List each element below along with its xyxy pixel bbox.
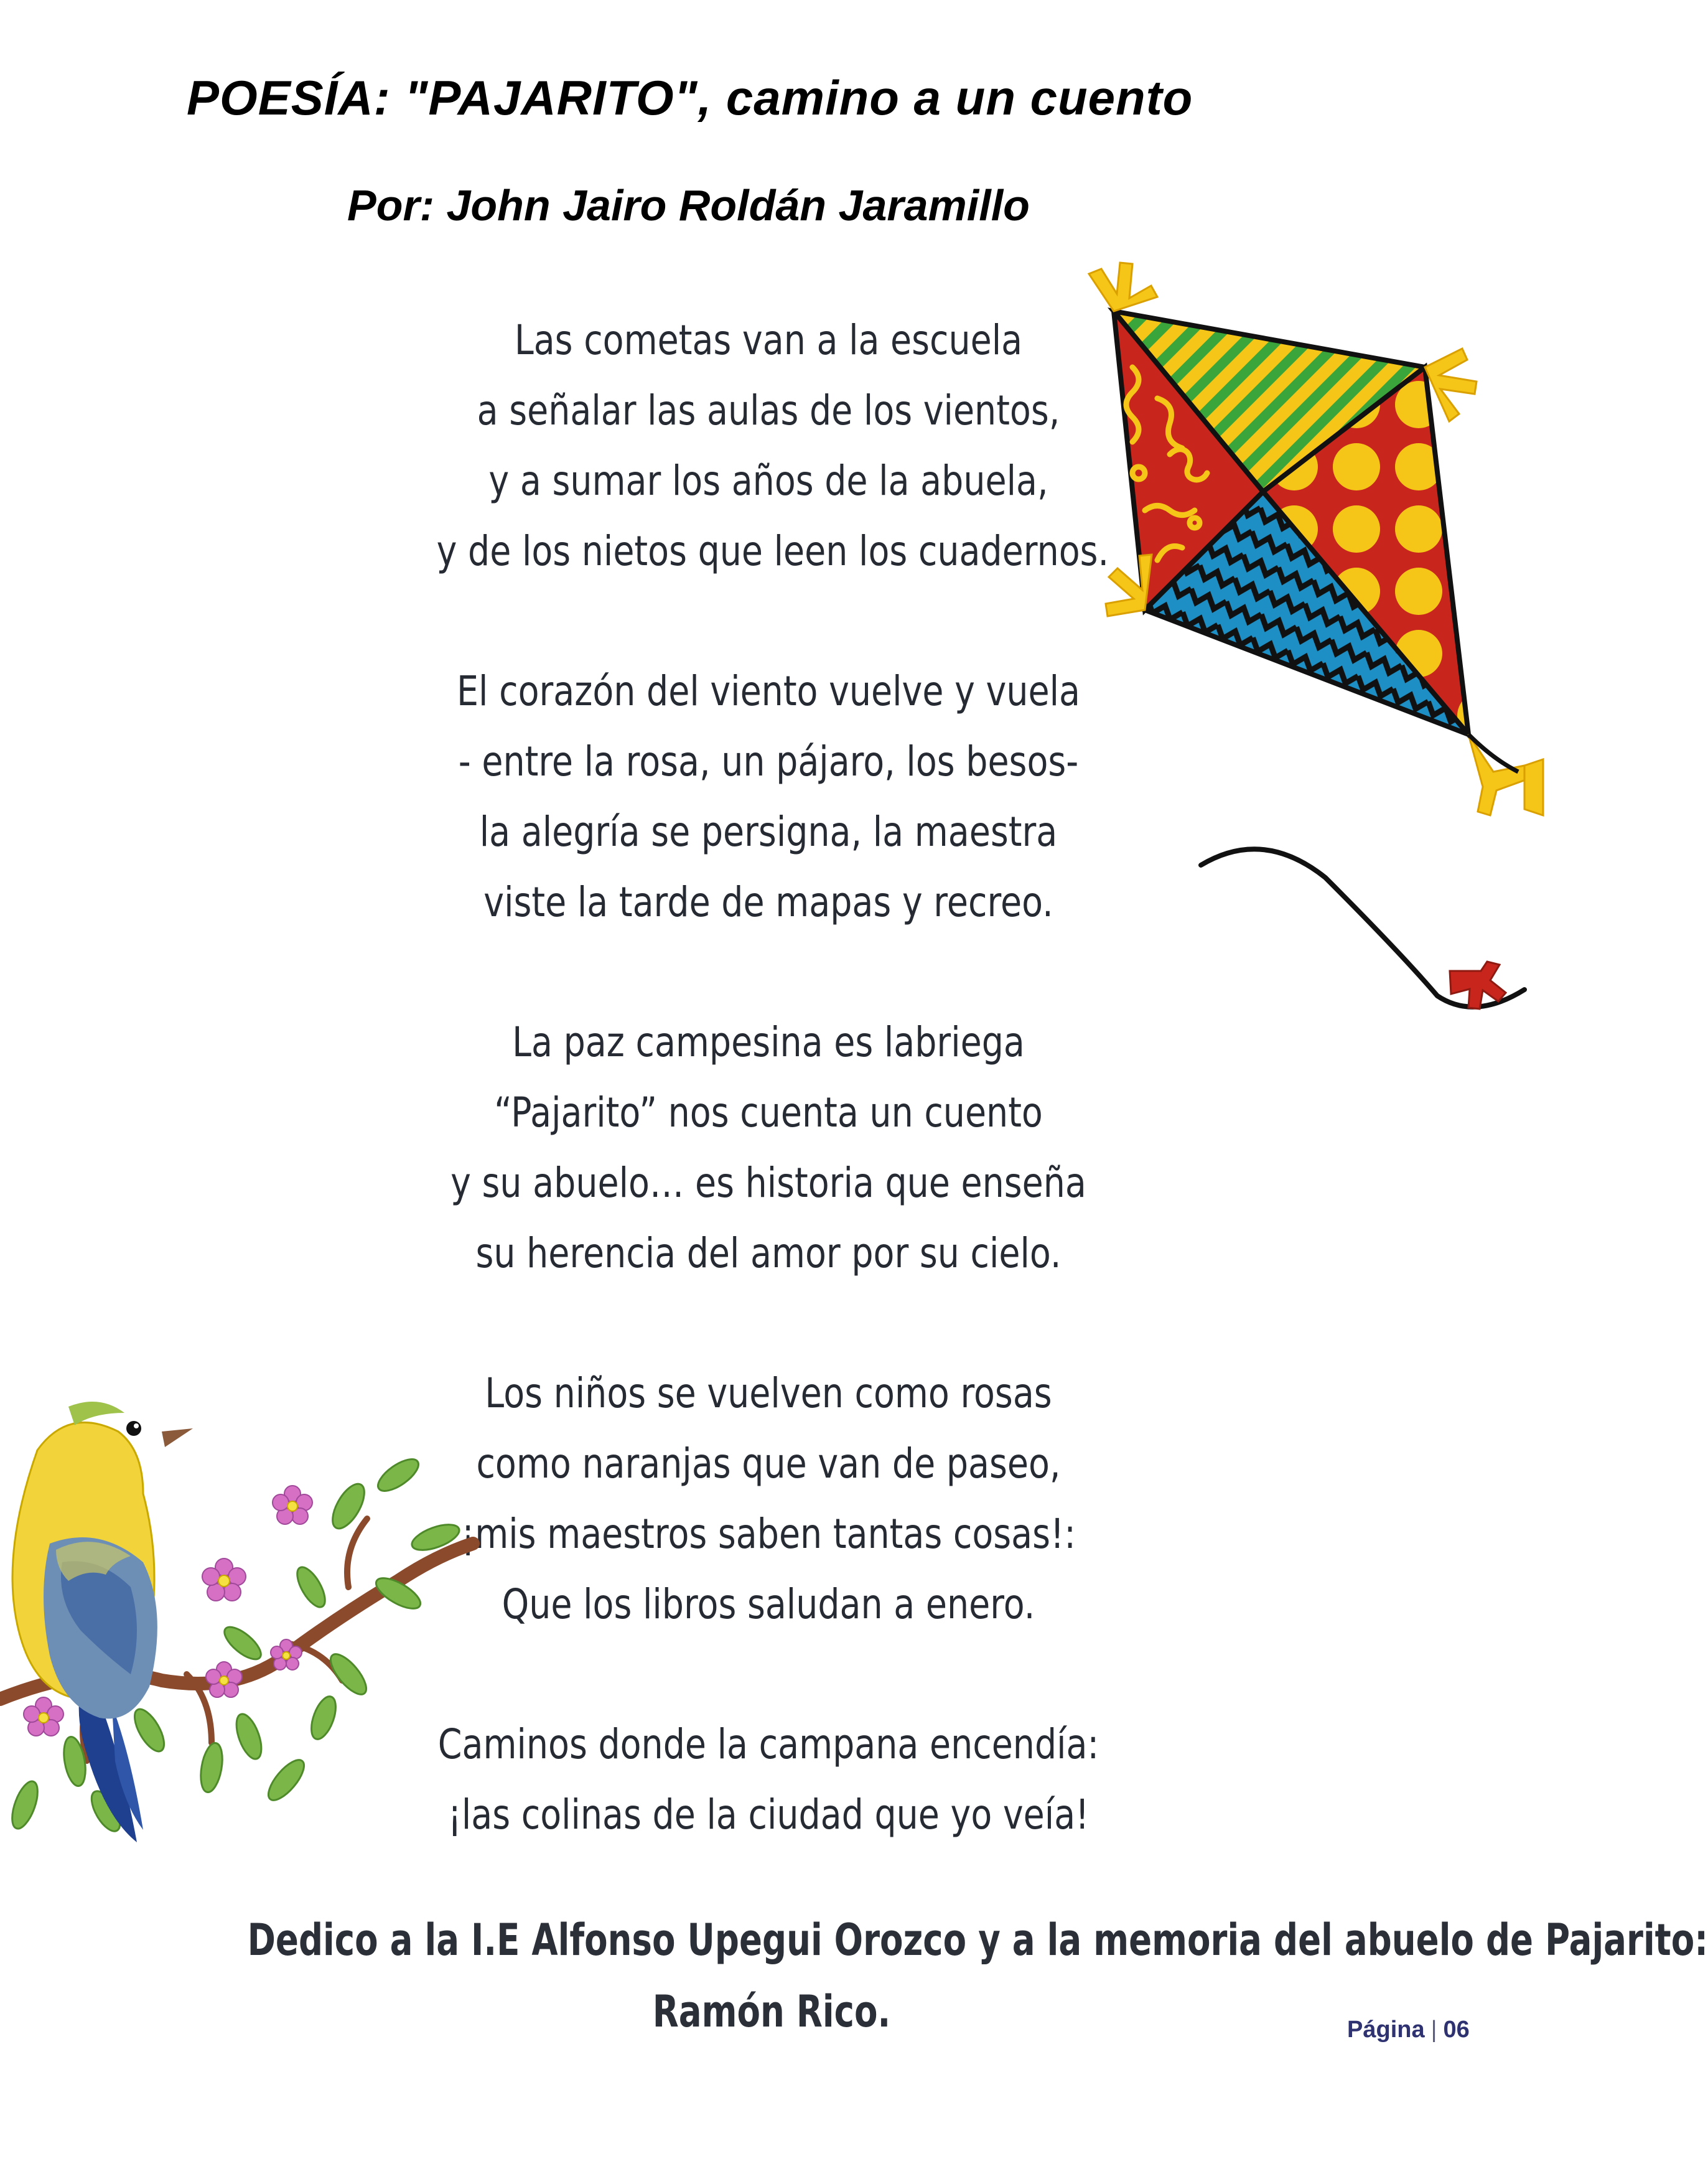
poem-line: - entre la rosa, un pájaro, los besos- [458, 738, 1079, 785]
poem-line: Caminos donde la campana encendía: [437, 1720, 1099, 1768]
author-byline: Por: John Jairo Roldán Jaramillo [347, 181, 1030, 230]
poem-stanza-2 [437, 656, 1101, 937]
poem-line: ¡las colinas de la ciudad que yo veía! [447, 1791, 1090, 1839]
poem-line: “Pajarito” nos cuenta un cuento [494, 1089, 1043, 1137]
poem-line: El corazón del viento vuelve y vuela [457, 667, 1080, 715]
page-label: Página [1347, 2017, 1425, 2043]
poem-line: Que los libros saludan a enero. [502, 1580, 1035, 1628]
poem-line: Los niños se vuelven como rosas [485, 1369, 1052, 1417]
page-separator: | [1430, 2017, 1437, 2043]
page-number [1347, 2017, 1470, 2043]
poem-line: Las cometas van a la escuela [514, 316, 1023, 364]
poem-line: y a sumar los años de la abuela, [488, 457, 1048, 505]
poem-stanza-1 [436, 305, 1109, 586]
poem-line: ¡mis maestros saben tantas cosas!: [461, 1510, 1076, 1558]
bird-on-branch-illustration [0, 1382, 473, 1867]
poem-line: y su abuelo… es historia que enseña [450, 1159, 1086, 1207]
poem-line: su herencia del amor por su cielo. [475, 1229, 1062, 1277]
dedication-line-2: Ramón Rico. [652, 1986, 891, 2037]
poem-line: la alegría se persigna, la maestra [479, 808, 1058, 856]
page-title: POESÍA: "PAJARITO", camino a un cuento [187, 70, 1193, 125]
poem-stanza-4 [437, 1358, 1101, 1639]
poem-line: y de los nietos que leen los cuadernos. [436, 527, 1109, 575]
kite-illustration [1076, 249, 1544, 1046]
page-number-value: 06 [1443, 2017, 1470, 2043]
dedication-line-1: Dedico a la I.E Alfonso Upegui Orozco y a la memoria del abuelo de Pajarito: [247, 1915, 1708, 1966]
poem-line: La paz campesina es labriega [512, 1018, 1025, 1066]
poem-line: viste la tarde de mapas y recreo. [483, 878, 1053, 926]
poem-body [436, 305, 1109, 1919]
poem-line: como naranjas que van de paseo, [476, 1440, 1061, 1488]
poem-stanza-3 [437, 1007, 1101, 1288]
poem-stanza-5 [437, 1709, 1101, 1850]
poem-line: a señalar las aulas de los vientos, [477, 387, 1060, 434]
